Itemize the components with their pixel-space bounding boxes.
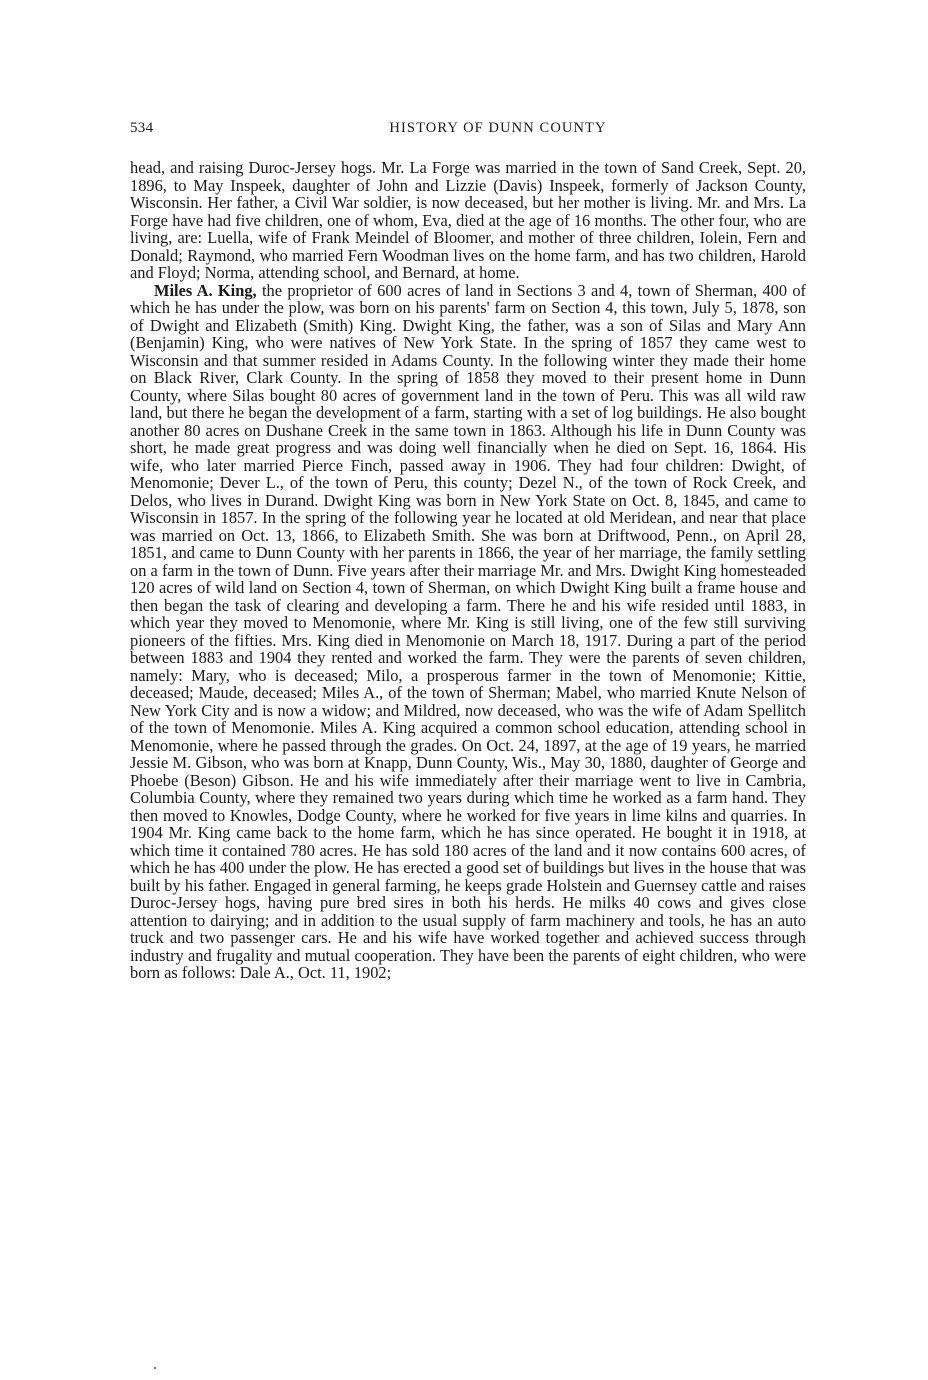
paragraph-text: the proprietor of 600 acres of land in Sections 3 and 4, town of Sherman, 400 of which he has under the plow, was born on his parents' farm on Section 4, this town, July 5, 1878, son of Dwight and Elizabeth (Smith) King. Dwight King, the father, was a son of Silas and Mary Ann (Benjamin) King, who were natives of New York State. In the spring of 1857 they came west to Wisconsin and that summer resided in Adams County. In the following winter they made their home on Black River, Clark County. In the spring of 1858 they moved to their present home in Dunn County, where Silas bought 80 acres of government land in the town of Peru. This was all wild raw land, but there he began the development of a farm, starting with a set of log buildings. He also bought another 80 acres on Dushane Creek in the same town in 1863. Although his life in Dunn County was short, he made great progress and was doing well financially when he died on Sept. 16, 1864. His wife, who later married Pierce Finch, passed away in 1906. They had four children: Dwight, of Menomonie; Dever L., of the town of Peru, this county; Dezel N., of the town of Rock Creek, and Delos, who lives in Durand. Dwight King was born in New York State on Oct. 8, 1845, and came to Wisconsin in 1857. In the spring of the following year he located at old Meridean, and near that place was married on Oct. 13, 1866, to Elizabeth Smith. She was born at Driftwood, Penn., on April 28, 1851, and came to Dunn County with her parents in 1866, the year of her marriage, the family settling on a farm in the town of Dunn. Five years after their marriage Mr. and Mrs. Dwight King homesteaded 120 acres of wild land on Section 4, town of Sherman, on which Dwight King built a frame house and then began the task of clearing and developing a farm. There he and his wife resided until 1883, in which year they moved to Menomonie, where Mr. King is still living, one of the few still surviving pioneers of the fifties. Mrs. King died in Menomonie on March 18, 1917. During a part of the period between 1883 and 1904 they rented and worked the farm. They were the parents of seven children, namely: Mary, who is deceased; Milo, a prosperous farmer in the town of Menomonie; Kittie, deceased; Maude, deceased; Miles A., of the town of Sherman; Mabel, who married Knute Nelson of New York City and is now a widow; and Mildred, now deceased, who was the wife of Adam Spellitch of the town of Menomonie. Miles A. King acquired a common school education, attending school in Menomonie, where he passed through the grades. On Oct. 24, 1897, at the age of 19 years, he married Jessie M. Gibson, who was born at Knapp, Dunn County, Wis., May 30, 1880, daughter of George and Phoebe (Beson) Gibson. He and his wife immediately after their marriage went to live in Cambria, Columbia County, where they remained two years during which time he worked as a farm hand. They then moved to Knowles, Dodge County, where he worked for five years in lime kilns and quarries. In 1904 Mr. King came back to the home farm, which he has since operated. He bought it in 1918, at which time it contained 780 acres. He has sold 180 acres of the land and it now contains 600 acres, of which he has 400 under the plow. He has erected a good set of buildings but lives in the house that was built by his father. Engaged in general farming, he keeps grade Holstein and Guernsey cattle and raises Duroc-Jersey hogs, having pure bred sires in both his herds. He milks 40 cows and gives close attention to dairying; and in addition to the usual supply of farm machinery and tools, he has an auto truck and two passenger cars. He and his wife have worked together and achieved success through industry and frugality and mutual cooperation. They have been the parents of eight children, who were born as follows: Dale A., Oct. 11, 1902; xyxy=(130,280,807,982)
page-header xyxy=(130,120,806,142)
paragraph-la-forge-continued xyxy=(130,159,806,282)
paragraph-text: head, and raising Duroc-Jersey hogs. Mr. La Forge was married in the town of Sand Creek, Sept. 20, 1896, to May Inspeek, daughter of John and Lizzie (Davis) Inspeek, formerly of Jackson County, Wisconsin. Her father, a Civil War soldier, is now deceased, but her mother is living. Mr. and Mrs. La Forge have had five children, one of whom, Eva, died at the age of 16 months. The other four, who are living, are: Luella, wife of Frank Meindel of Bloomer, and mother of three children, Iolein, Fern and Donald; Raymond, who married Fern Woodman lives on the home farm, and has two children, Harold and Floyd; Norma, attending school, and Bernard, at home. xyxy=(130,158,806,282)
paper-speck xyxy=(154,1367,156,1369)
biography-subject-name: Miles A. King, xyxy=(154,280,257,300)
paragraph-miles-king xyxy=(130,282,806,982)
body-text xyxy=(130,159,806,982)
page-number: 534 xyxy=(130,120,154,136)
running-head: HISTORY OF DUNN COUNTY xyxy=(389,120,607,136)
